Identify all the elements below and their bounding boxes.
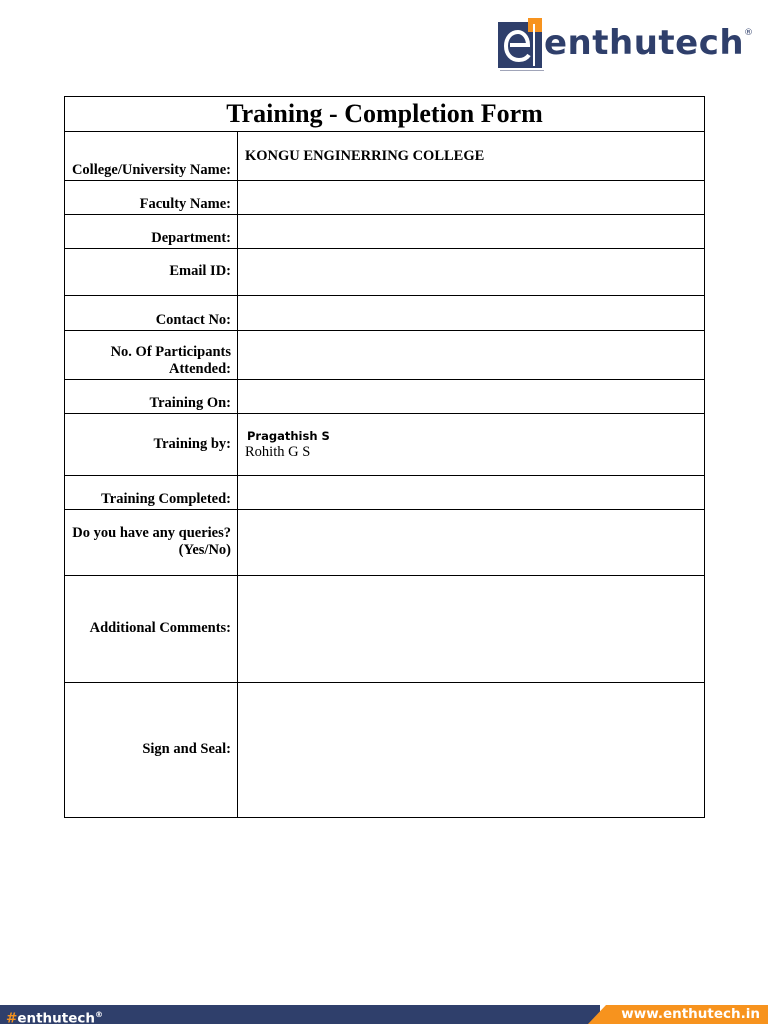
footer-bar xyxy=(0,1005,768,1027)
registered-mark: ® xyxy=(744,28,753,38)
trainer-name-2: Rohith G S xyxy=(245,444,311,460)
comments-field[interactable] xyxy=(238,576,704,682)
form-title: Training - Completion Form xyxy=(65,97,704,132)
training-completed-label: Training Completed: xyxy=(65,476,238,509)
department-field[interactable] xyxy=(238,215,704,248)
trainer-name-1: Pragathish S xyxy=(247,429,330,443)
logo-wordmark: enthutech xyxy=(544,23,745,63)
contact-label: Contact No: xyxy=(65,296,238,330)
sign-seal-field[interactable] xyxy=(238,683,704,817)
college-field[interactable]: KONGU ENGINERRING COLLEGE xyxy=(245,147,485,164)
logo-tagline xyxy=(500,70,544,71)
row-email xyxy=(65,249,704,296)
department-label: Department: xyxy=(65,215,238,248)
enthutech-logo xyxy=(496,18,766,78)
participants-label: No. Of Participants Attended: xyxy=(65,331,238,379)
participants-field[interactable] xyxy=(238,331,704,379)
row-contact xyxy=(65,296,704,331)
training-completed-field[interactable] xyxy=(238,476,704,509)
email-field[interactable] xyxy=(238,249,704,295)
contact-field[interactable] xyxy=(238,296,704,330)
row-faculty xyxy=(65,181,704,215)
training-on-field[interactable] xyxy=(238,380,704,413)
row-training-completed xyxy=(65,476,704,510)
footer-brand-name: enthutech xyxy=(17,1010,95,1027)
enthutech-logo-icon xyxy=(498,18,544,70)
training-by-field[interactable] xyxy=(238,414,704,475)
comments-label: Additional Comments: xyxy=(65,576,238,682)
email-label: Email ID: xyxy=(65,249,238,295)
queries-label: Do you have any queries? (Yes/No) xyxy=(65,510,238,575)
footer-registered-mark: ® xyxy=(94,1010,103,1019)
training-on-label: Training On: xyxy=(65,380,238,413)
row-training-by xyxy=(65,414,704,476)
faculty-field[interactable] xyxy=(238,181,704,214)
training-completion-form xyxy=(64,96,705,818)
faculty-label: Faculty Name: xyxy=(65,181,238,214)
row-participants xyxy=(65,331,704,380)
footer-hashtag xyxy=(6,1006,103,1028)
row-training-on xyxy=(65,380,704,414)
row-sign-seal xyxy=(65,683,704,817)
sign-seal-label: Sign and Seal: xyxy=(65,683,238,817)
college-label: College/University Name: xyxy=(65,132,238,180)
footer-hash: # xyxy=(6,1010,18,1027)
training-by-label: Training by: xyxy=(65,414,238,475)
row-queries xyxy=(65,510,704,576)
row-comments xyxy=(65,576,704,683)
queries-field[interactable] xyxy=(238,510,704,575)
footer-website-link[interactable]: www.enthutech.in xyxy=(621,1006,760,1022)
row-department xyxy=(65,215,704,249)
row-college xyxy=(65,132,704,181)
